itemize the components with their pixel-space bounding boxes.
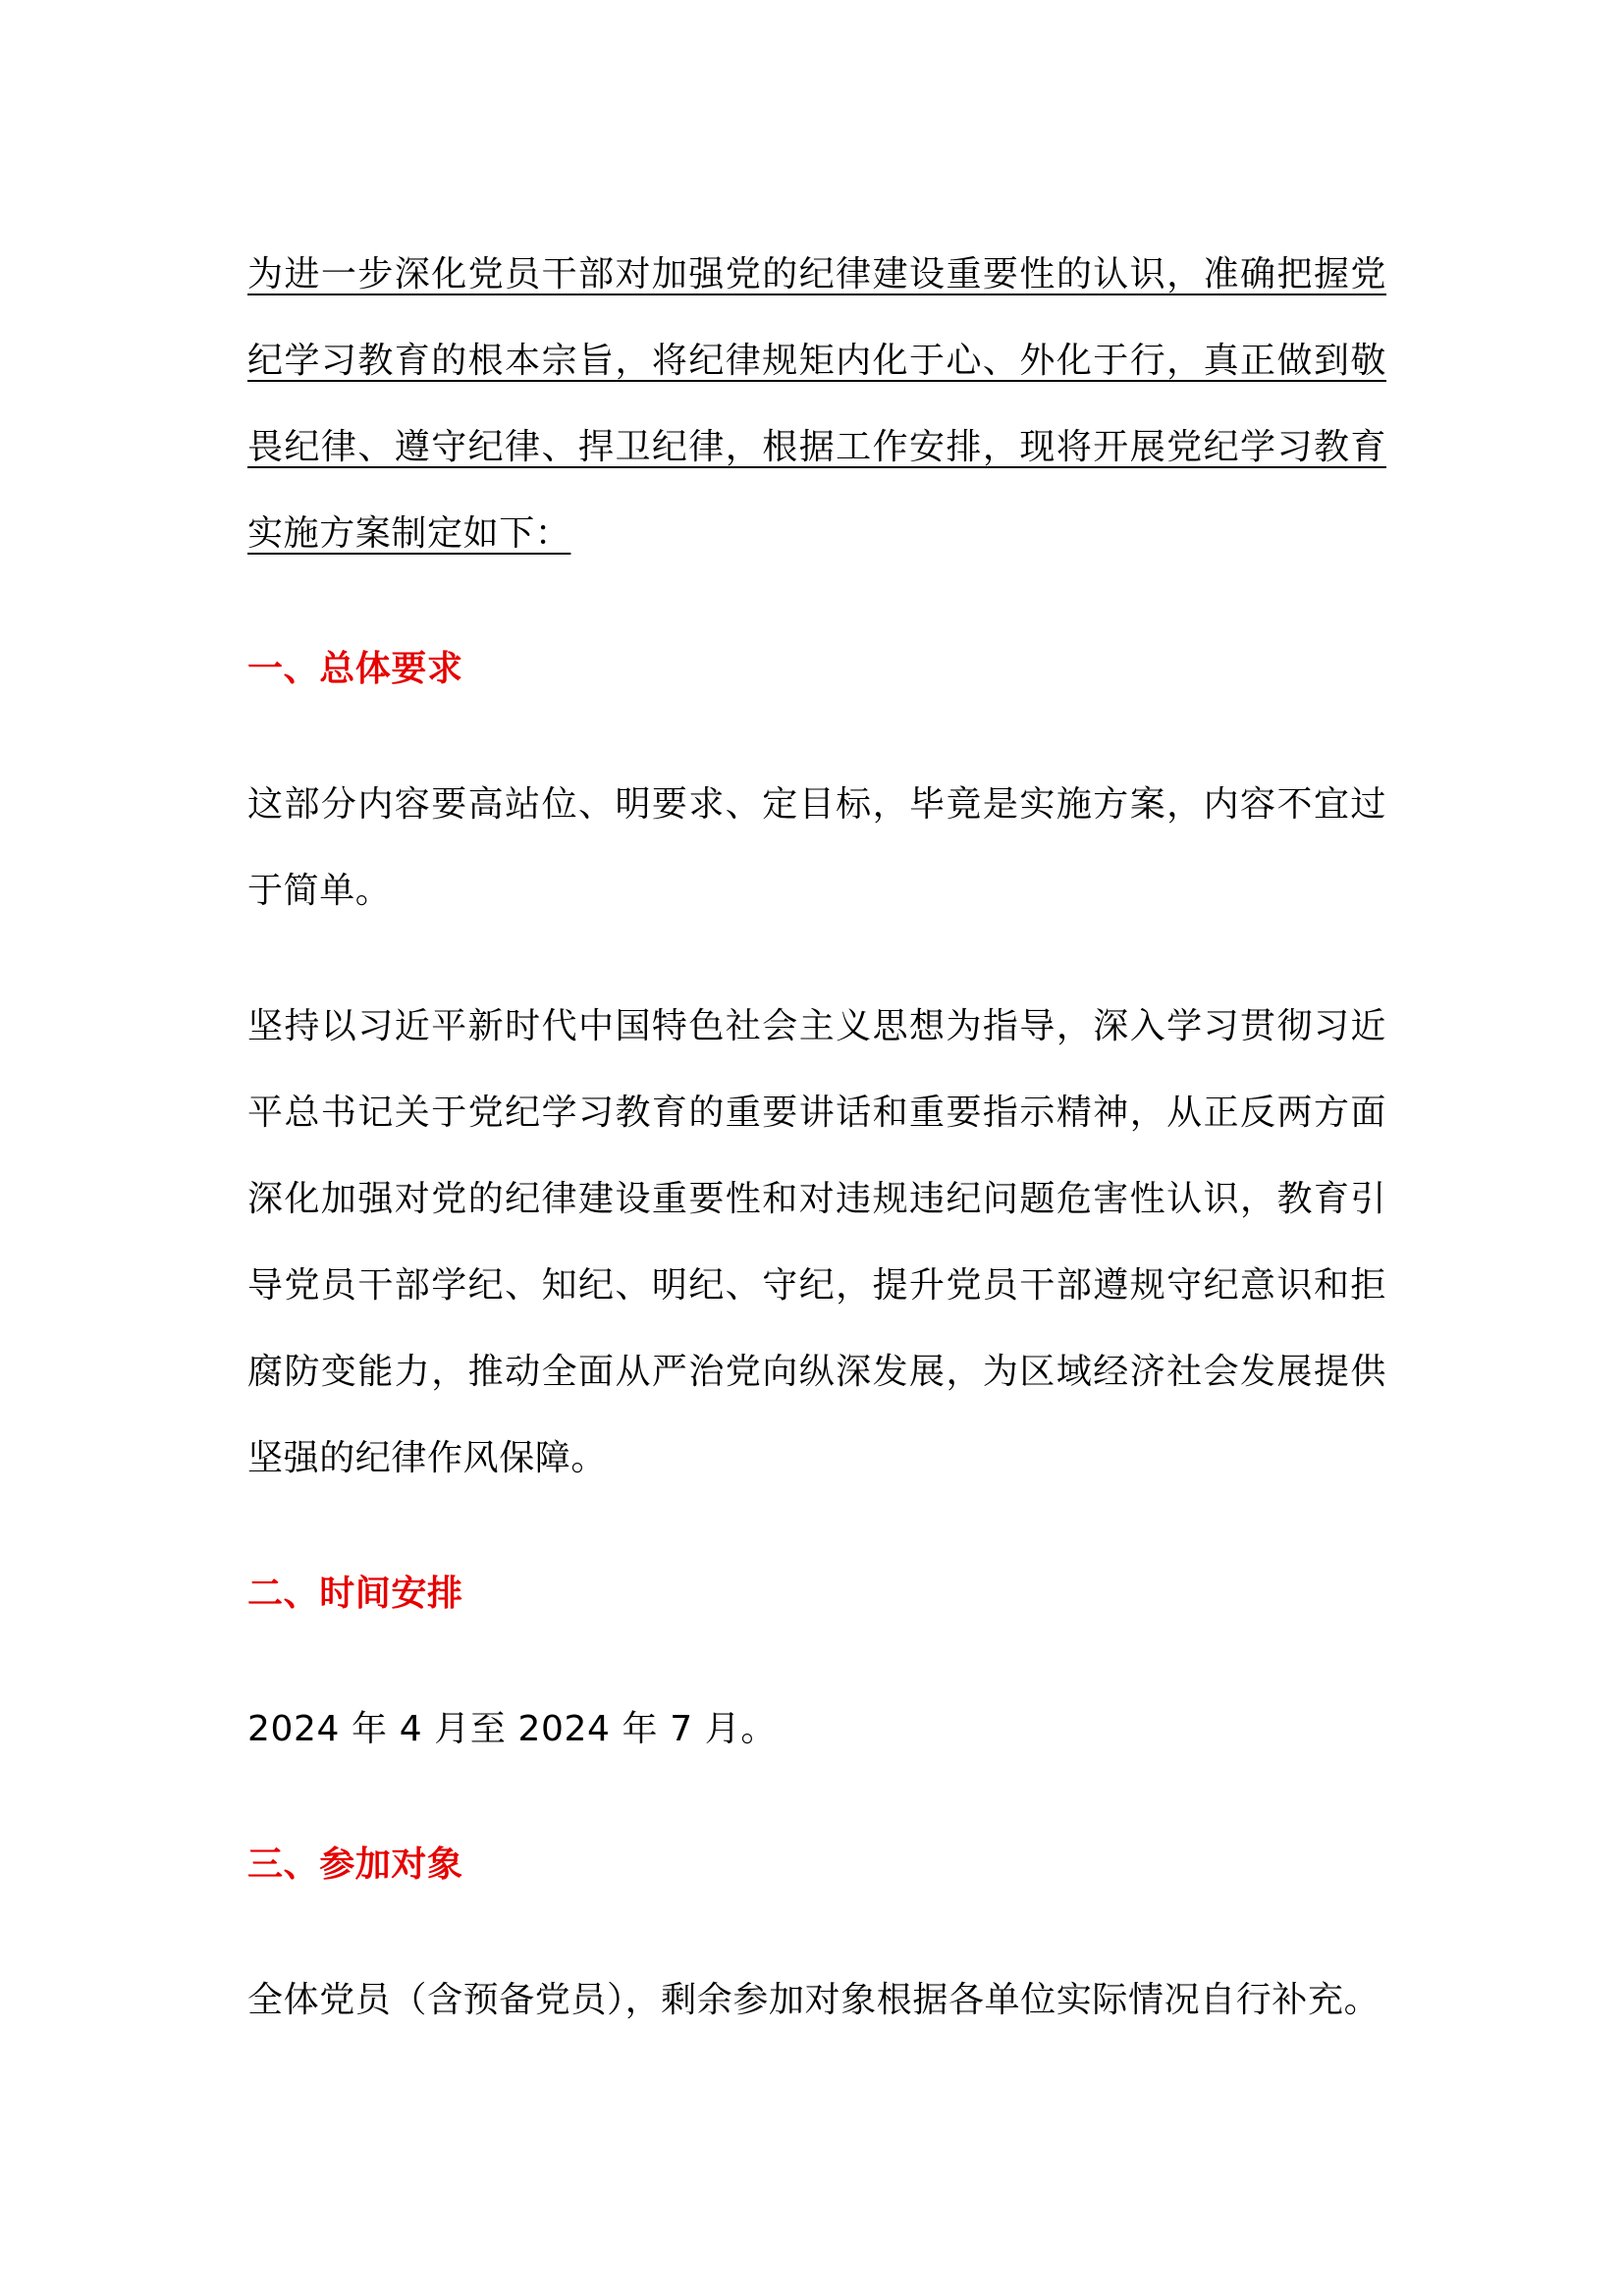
section1-note-paragraph: 这部分内容要高站位、明要求、定目标，毕竟是实施方案，内容不宜过于简单。 xyxy=(247,784,1386,911)
document-content xyxy=(247,232,1386,2044)
section3-body-paragraph: 全体党员（含预备党员），剩余参加对象根据各单位实际情况自行补充。 xyxy=(247,1980,1380,2020)
section-heading-participants: 三、参加对象 xyxy=(247,1844,463,1885)
section-heading-schedule: 二、时间安排 xyxy=(247,1574,463,1614)
intro-paragraph: 为进一步深化党员干部对加强党的纪律建设重要性的认识，准确把握党纪学习教育的根本宗旨，将纪律规矩内化于心、外化于行，真正做到敬畏纪律、遵守纪律、捍卫纪律，根据工作安排，现将开展党纪学习教育实施方案制定如下： xyxy=(247,254,1386,554)
section2-body-paragraph: 2024 年 4 月至 2024 年 7 月。 xyxy=(247,1709,777,1749)
section-heading-overall-requirements: 一、总体要求 xyxy=(247,649,463,689)
section1-body-paragraph: 坚持以习近平新时代中国特色社会主义思想为指导，深入学习贯彻习近平总书记关于党纪学习教育的重要讲话和重要指示精神，从正反两方面深化加强对党的纪律建设重要性和对违规违纪问题危害性认识，教育引导党员干部学纪、知纪、明纪、守纪，提升党员干部遵规守纪意识和拒腐防变能力，推动全面从严治党向纵深发展，为区域经济社会发展提供坚强的纪律作风保障。 xyxy=(247,1006,1386,1478)
